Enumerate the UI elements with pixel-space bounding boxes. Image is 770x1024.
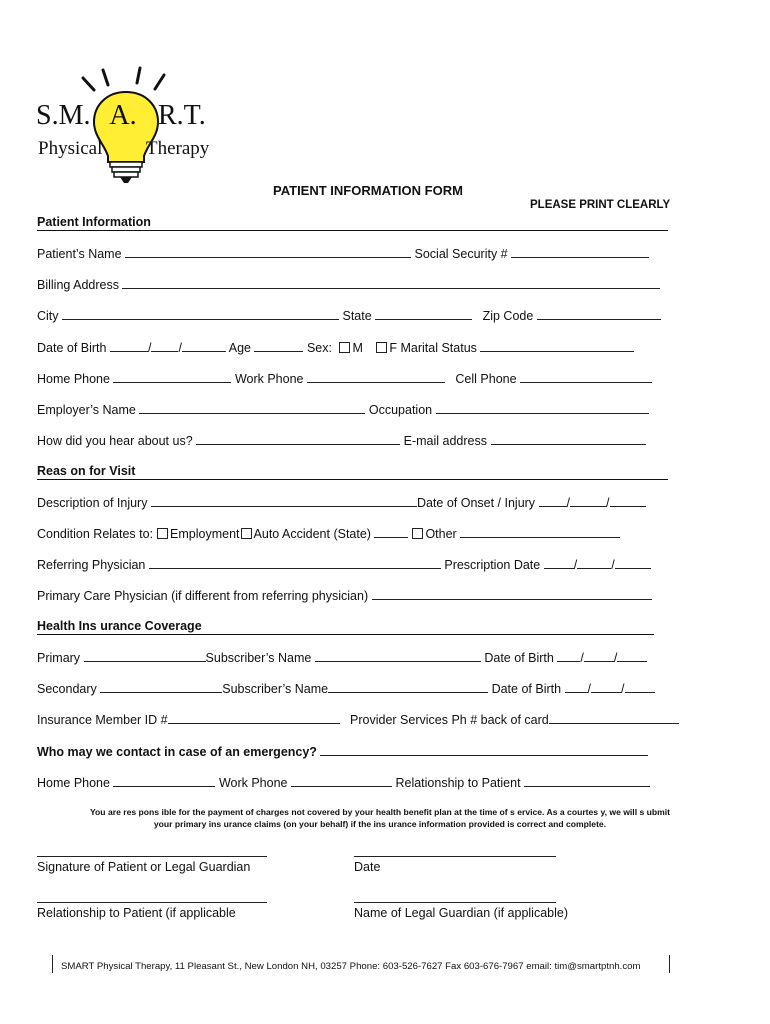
dob-label: Date of Birth [37,341,107,355]
employer-row [37,402,649,417]
secondary-dob-month[interactable] [565,681,588,693]
primary-insurance-row: Primary Subscriber’s Name Date of Birth / / [37,650,647,665]
prescription-day-field[interactable] [577,557,611,569]
city-label: City [37,309,59,323]
patient-name-label: Patient’s Name [37,247,122,261]
member-id-label: Insurance Member ID # [37,713,168,727]
secondary-dob-label: Date of Birth [491,682,562,696]
referring-physician-field[interactable] [149,557,441,569]
hear-about-label: How did you hear about us? [37,434,193,448]
emergency-relationship-field[interactable] [524,775,650,787]
billing-disclaimer-line-2: your primary ins urance claims (on your behalf) if the ins urance information provided is correct and complete. [153,819,607,829]
logo-sub-right: Therapy [146,138,210,159]
print-clearly-note: PLEASE PRINT CLEARLY [530,199,671,211]
primary-care-field[interactable] [372,588,652,600]
patient-name-row [37,246,649,261]
ssn-field[interactable] [511,246,649,258]
condition-row [37,526,620,541]
emergency-contact-label: Who may we contact in case of an emergency? [37,745,317,759]
logo-text-left: S.M. [36,100,91,131]
phone-row [37,371,652,386]
section-divider [37,634,654,635]
secondary-dob-year[interactable] [625,681,655,693]
sex-label: Sex: [306,341,332,355]
relationship-label: Relationship to Patient (if applicable [37,906,236,920]
other-label: Other [425,527,457,541]
billing-address-label: Billing Address [37,278,119,292]
secondary-subscriber-label: Subscriber’s Name [222,682,329,696]
dob-row: Date of Birth / / Age Sex: M F Marital Status [37,340,634,355]
footer-box [52,955,670,973]
section-health-insurance: Health Ins urance Coverage [37,619,202,633]
guardian-line[interactable] [354,902,556,903]
emergency-relationship-label: Relationship to Patient [395,776,521,790]
billing-disclaimer-line-1: You are res pons ible for the payment of charges not covered by your health benefit plan at the time of s ervice. As a courtes y, we will s ubmit [89,807,671,817]
email-field[interactable] [491,433,646,445]
subscriber-dob-day[interactable] [584,650,614,662]
secondary-insurance-label: Secondary [37,682,97,696]
footer-contact: SMART Physical Therapy, 11 Pleasant St., New London NH, 03257 Phone: 603-526-7627 Fax 603-676-7967 email: tim@smartptnh.com [61,961,641,972]
age-label: Age [228,341,251,355]
secondary-dob-day[interactable] [591,681,621,693]
emergency-home-phone-label: Home Phone [37,776,110,790]
occupation-label: Occupation [368,403,433,417]
hear-about-field[interactable] [196,433,400,445]
cell-phone-label: Cell Phone [455,372,517,386]
home-phone-field[interactable] [113,371,231,383]
logo [36,62,226,187]
dob-month-field[interactable] [110,340,148,352]
subscriber-dob-label: Date of Birth [484,651,554,665]
signature-line[interactable] [37,856,267,857]
male-checkbox[interactable] [339,342,350,353]
zip-field[interactable] [537,308,661,320]
male-label: M [352,341,363,355]
referral-source-row [37,433,646,448]
onset-year-field[interactable] [610,495,646,507]
primary-insurance-label: Primary [37,651,81,665]
dob-day-field[interactable] [151,340,178,352]
patient-name-field[interactable] [125,246,411,258]
billing-address-field[interactable] [122,277,660,289]
signature-label: Signature of Patient or Legal Guardian [37,860,251,874]
emergency-work-phone-field[interactable] [291,775,392,787]
dob-year-field[interactable] [182,340,226,352]
emergency-row [37,744,648,759]
cell-phone-field[interactable] [520,371,652,383]
email-label: E-mail address [403,434,488,448]
subscriber-name-label: Subscriber’s Name [205,651,312,665]
other-checkbox[interactable] [412,528,423,539]
state-label: State [342,309,372,323]
auto-accident-checkbox[interactable] [241,528,252,539]
auto-accident-state-field[interactable] [374,526,408,538]
injury-description-field[interactable] [151,495,417,507]
female-label: F [389,341,397,355]
secondary-subscriber-field[interactable] [328,681,488,693]
member-id-field[interactable] [168,712,340,724]
date-label: Date [354,860,381,874]
marital-status-label: Marital Status [400,341,477,355]
secondary-insurance-field[interactable] [100,681,222,693]
primary-care-label: Primary Care Physician (if different from referring physician) [37,589,369,603]
employer-label: Employer’s Name [37,403,136,417]
onset-date-label: Date of Onset / Injury [416,496,536,510]
form-title: PATIENT INFORMATION FORM [273,183,463,198]
onset-month-field[interactable] [539,495,567,507]
onset-day-field[interactable] [570,495,606,507]
home-phone-label: Home Phone [37,372,110,386]
emergency-contact-field[interactable] [320,744,648,756]
primary-insurance-field[interactable] [84,650,206,662]
prescription-date-label: Prescription Date [444,558,541,572]
zip-label: Zip Code [482,309,534,323]
secondary-insurance-row: Secondary Subscriber’s Name Date of Birth / / [37,681,655,696]
employer-field[interactable] [139,402,365,414]
referring-row: Referring Physician Prescription Date / / [37,557,651,572]
guardian-label: Name of Legal Guardian (if applicable) [354,906,569,920]
occupation-field[interactable] [436,402,649,414]
emergency-work-phone-label: Work Phone [218,776,288,790]
subscriber-dob-year[interactable] [617,650,647,662]
billing-row [37,277,660,292]
ssn-label: Social Security # [414,247,508,261]
logo-sub-left: Physical [38,138,103,159]
prescription-month-field[interactable] [544,557,574,569]
provider-phone-label: Provider Services Ph # back of card [350,713,549,727]
state-field[interactable] [375,308,472,320]
age-field[interactable] [254,340,303,352]
emergency-phone-row [37,775,650,790]
primary-care-row [37,588,652,603]
injury-row: Description of Injury Date of Onset / Injury / / [37,495,646,510]
work-phone-label: Work Phone [234,372,304,386]
subscriber-name-field[interactable] [315,650,481,662]
city-row [37,308,661,323]
relationship-line[interactable] [37,902,267,903]
date-line[interactable] [354,856,556,857]
other-field[interactable] [460,526,620,538]
condition-label: Condition Relates to: [37,527,154,541]
city-field[interactable] [62,308,339,320]
prescription-year-field[interactable] [615,557,651,569]
logo-text-right: R.T. [158,100,206,131]
marital-status-field[interactable] [480,340,634,352]
auto-accident-label: Auto Accident (State) [253,527,371,541]
section-patient-information: Patient Information [37,215,151,229]
employment-checkbox[interactable] [157,528,168,539]
logo-text-a: A. [109,100,137,131]
member-id-row [37,712,679,727]
emergency-home-phone-field[interactable] [113,775,215,787]
section-divider [37,230,668,231]
section-divider [37,479,668,480]
section-reason-for-visit: Reas on for Visit [37,464,136,478]
female-checkbox[interactable] [376,342,387,353]
employment-label: Employment [170,527,240,541]
referring-physician-label: Referring Physician [37,558,146,572]
provider-phone-field[interactable] [549,712,679,724]
work-phone-field[interactable] [307,371,445,383]
subscriber-dob-month[interactable] [557,650,580,662]
injury-description-label: Description of Injury [37,496,148,510]
